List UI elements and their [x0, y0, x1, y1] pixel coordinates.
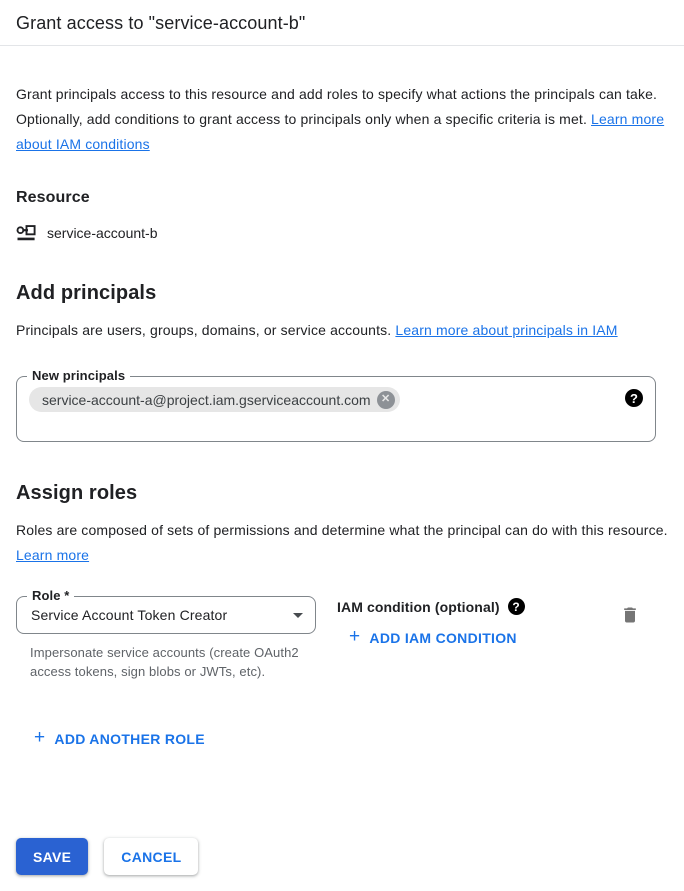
resource-row [16, 224, 668, 242]
role-column [16, 588, 316, 681]
add-another-role-button[interactable] [34, 729, 205, 748]
save-button[interactable]: SAVE [16, 838, 88, 875]
dialog-content [0, 82, 684, 865]
roles-description [16, 518, 668, 568]
plus-icon: + [34, 727, 46, 748]
add-iam-condition-button[interactable] [349, 628, 517, 647]
dialog-title: Grant access to "service-account-b" [16, 13, 306, 33]
add-iam-condition-label: ADD IAM CONDITION [369, 629, 517, 646]
resource-name: service-account-b [47, 225, 158, 241]
condition-column [337, 596, 525, 648]
condition-help-icon[interactable]: ? [508, 598, 525, 615]
new-principals-label: New principals [27, 368, 130, 383]
condition-label-row [337, 598, 525, 615]
dialog-header [0, 0, 684, 46]
iam-condition-label: IAM condition (optional) [337, 598, 500, 615]
role-row [16, 588, 668, 681]
add-principals-heading: Add principals [16, 282, 157, 304]
chip-close-icon[interactable]: ✕ [377, 391, 395, 409]
intro-text-body: Grant principals access to this resource and add roles to specify what actions the principals can take. Optionally, add conditions to grant access to principals only when a specific criteria is met. [16, 86, 658, 127]
add-another-role-label: ADD ANOTHER ROLE [54, 730, 205, 747]
service-account-icon [16, 224, 37, 242]
role-select[interactable] [16, 588, 316, 634]
role-description-text: Impersonate service accounts (create OAuth2 access tokens, sign blobs or JWTs, etc). [30, 645, 299, 679]
resource-heading: Resource [16, 189, 90, 206]
delete-role-button[interactable] [620, 604, 640, 629]
principal-chip-value: service-account-a@project.iam.gserviceaccount.com [42, 391, 371, 408]
cancel-button[interactable]: CANCEL [104, 838, 198, 875]
principals-help-icon[interactable]: ? [625, 389, 643, 407]
chevron-down-icon [293, 613, 303, 618]
principals-learn-more-link[interactable]: Learn more about principals in IAM [395, 322, 618, 338]
iam-conditions-learn-more-link[interactable]: Learn more about IAM conditions [16, 111, 665, 152]
principal-chip [29, 387, 400, 412]
role-select-label: Role * [27, 588, 74, 603]
new-principals-field[interactable] [16, 368, 656, 442]
trash-icon [620, 614, 640, 629]
roles-description-body: Roles are composed of sets of permissions and determine what the principal can do with this resource. [16, 522, 668, 538]
principals-description-body: Principals are users, groups, domains, or service accounts. [16, 322, 396, 338]
principals-description [16, 318, 668, 343]
role-select-value: Service Account Token Creator [31, 607, 228, 623]
assign-roles-heading: Assign roles [16, 482, 138, 504]
dialog-footer [16, 838, 198, 875]
intro-text [16, 82, 668, 157]
plus-icon: + [349, 626, 361, 647]
roles-learn-more-link[interactable]: Learn more [16, 547, 90, 563]
